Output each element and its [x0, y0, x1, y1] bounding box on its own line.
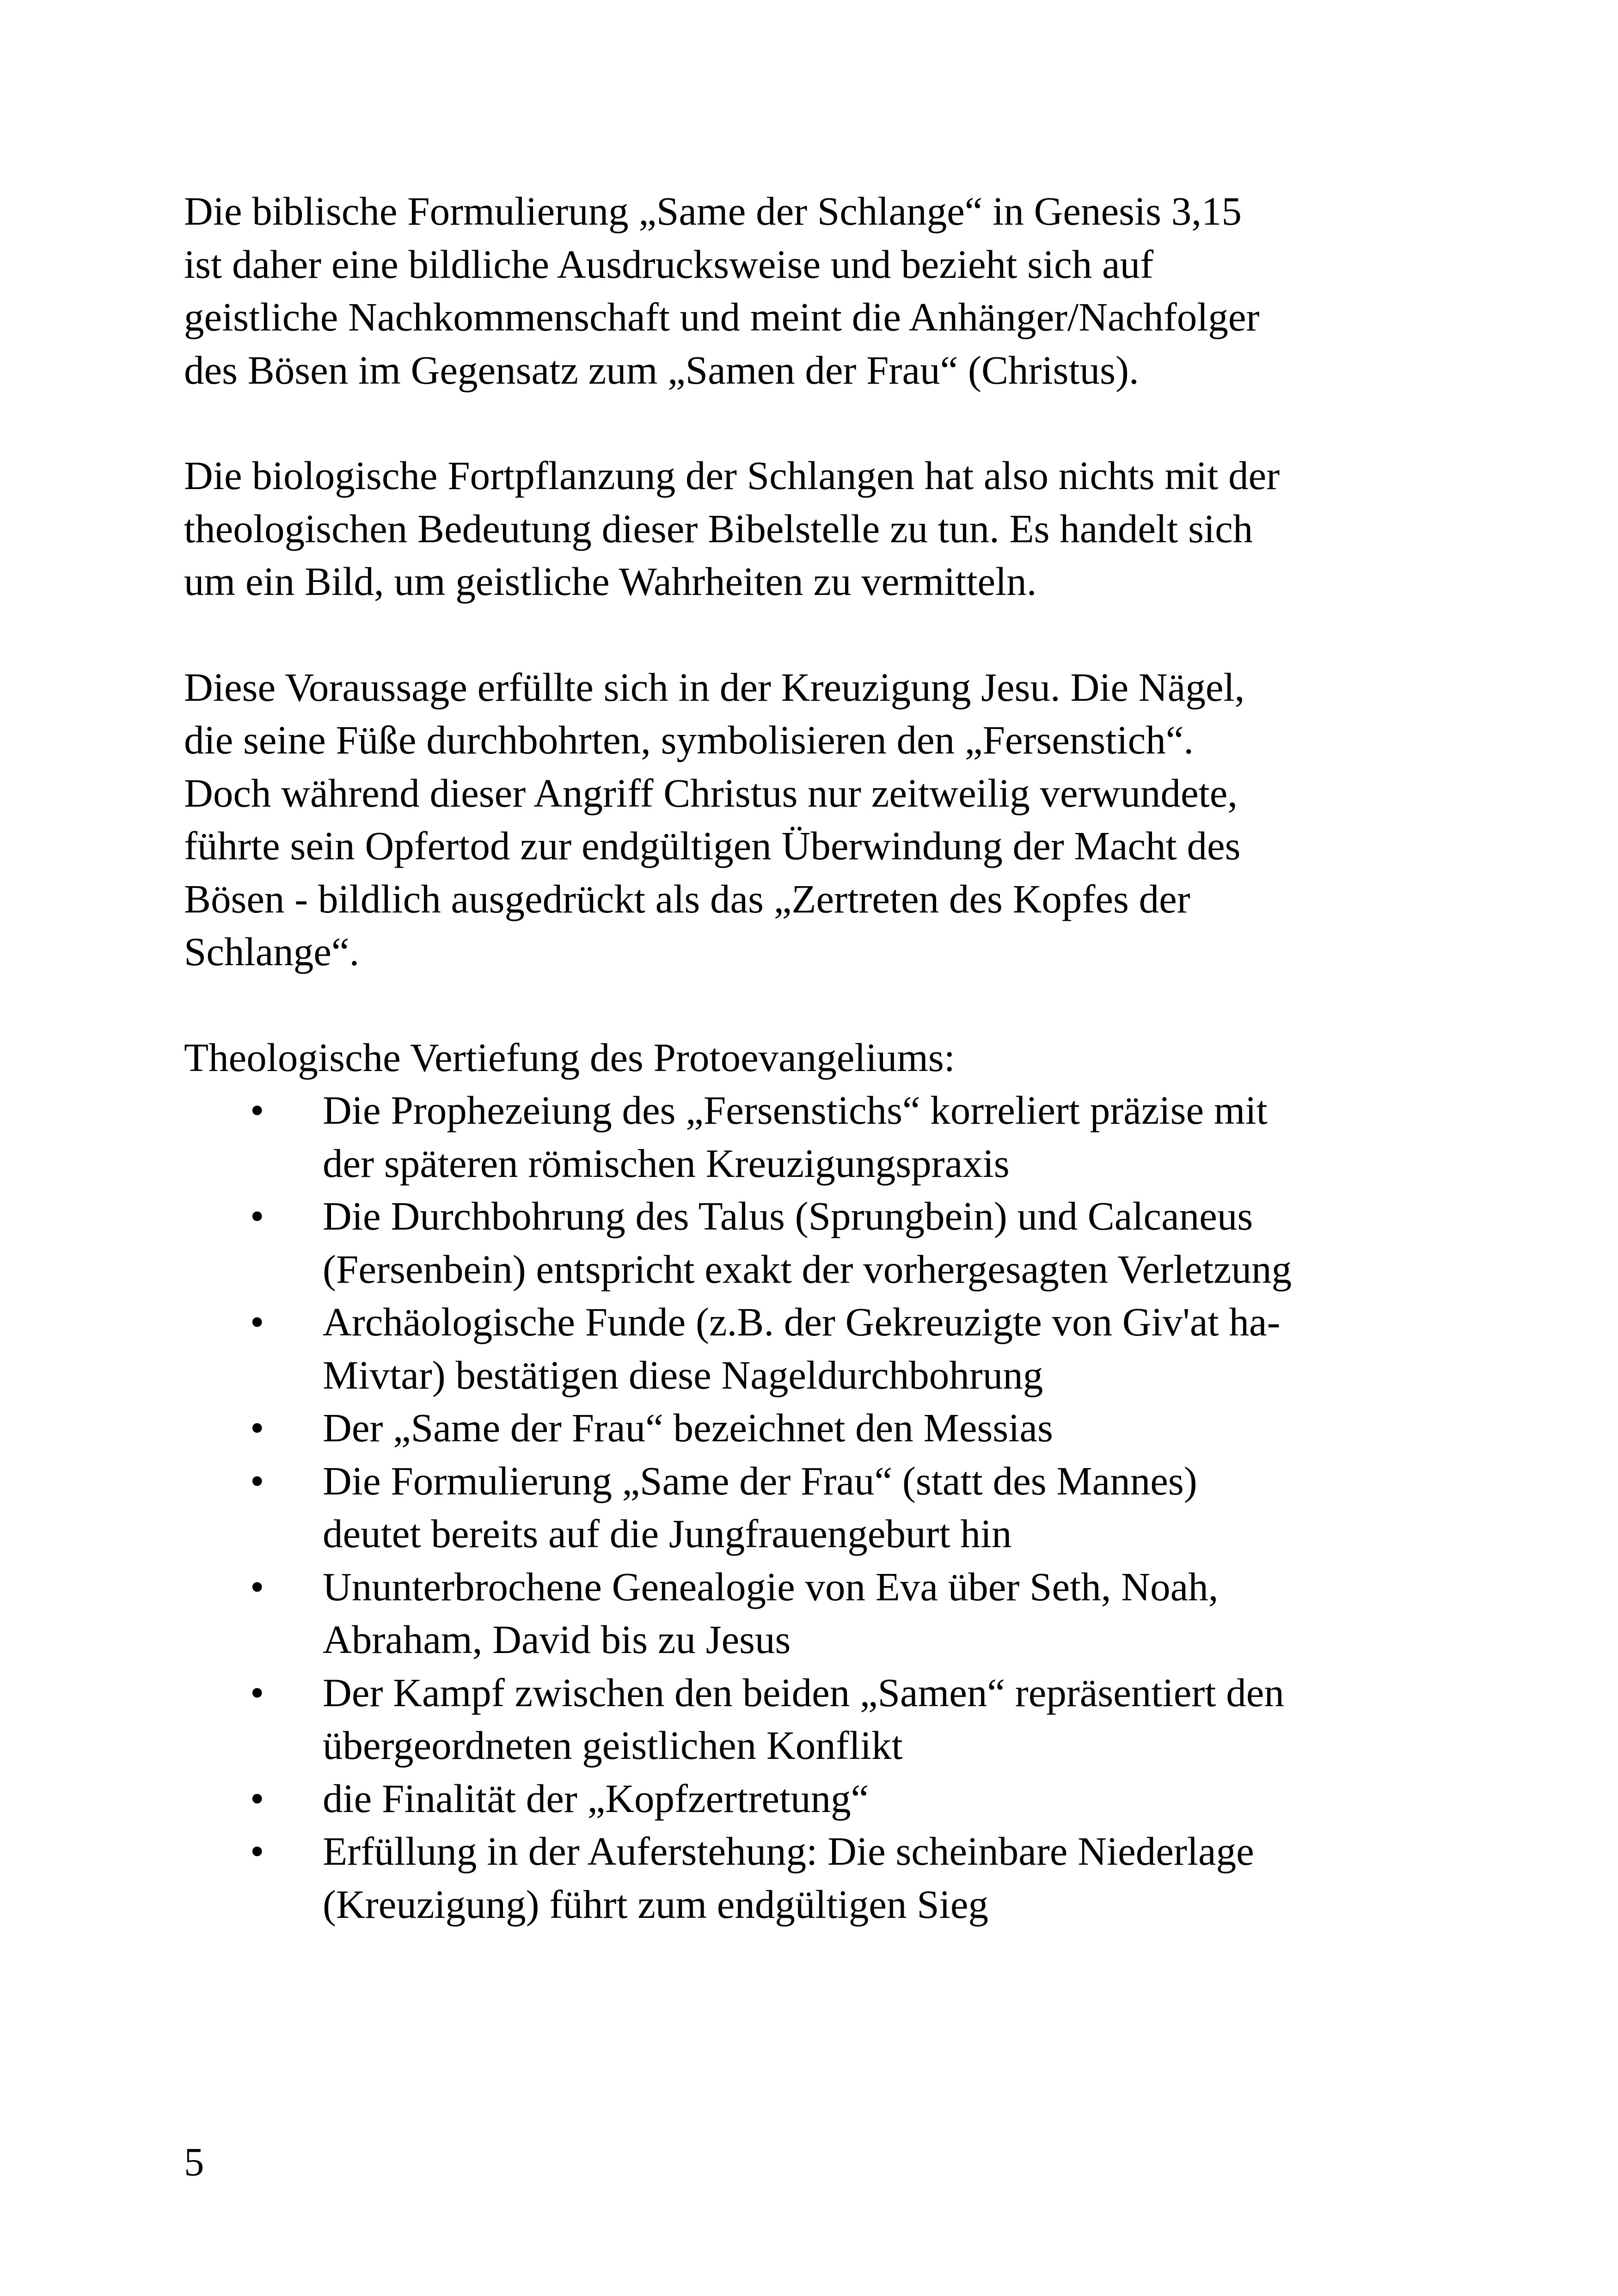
text-line: führte sein Opfertod zur endgültigen Überwindung der Macht des — [184, 823, 1241, 868]
bullet-icon: • — [250, 1458, 264, 1503]
text-line: übergeordneten geistlichen Konflikt — [323, 1723, 903, 1768]
paragraph-crucifixion — [184, 661, 1469, 979]
text-line: ist daher eine bildliche Ausdrucksweise und bezieht sich auf — [184, 241, 1154, 287]
list-item — [184, 1402, 1469, 1455]
list-item — [184, 1190, 1469, 1296]
text-line: Archäologische Funde (z.B. der Gekreuzigte von Giv'at ha- — [323, 1299, 1281, 1344]
text-line: Ununterbrochene Genealogie von Eva über Seth, Noah, — [323, 1564, 1219, 1609]
text-line: um ein Bild, um geistliche Wahrheiten zu vermitteln. — [184, 559, 1037, 604]
bullet-icon: • — [250, 1088, 264, 1133]
bullet-icon: • — [250, 1670, 264, 1715]
section-heading — [184, 1031, 1469, 1084]
text-line: Abraham, David bis zu Jesus — [323, 1617, 791, 1662]
text-line: Die Durchbohrung des Talus (Sprungbein) und Calcaneus — [323, 1194, 1253, 1238]
text-line: (Kreuzigung) führt zum endgültigen Sieg — [323, 1881, 988, 1927]
text-line: der späteren römischen Kreuzigungspraxis — [323, 1140, 1010, 1186]
list-item — [184, 1666, 1469, 1772]
text-line: theologischen Bedeutung dieser Bibelstelle zu tun. Es handelt sich — [184, 506, 1253, 551]
text-line: die seine Füße durchbohrten, symbolisieren den „Fersenstich“. — [184, 717, 1194, 762]
text-line: Schlange“. — [184, 929, 360, 974]
bullet-list — [184, 1084, 1469, 1931]
bullet-icon: • — [250, 1194, 264, 1238]
text-line: Die biologische Fortpflanzung der Schlangen hat also nichts mit der — [184, 453, 1280, 498]
bullet-icon: • — [250, 1829, 264, 1874]
paragraph-seed-of-serpent — [184, 185, 1469, 397]
list-item — [184, 1296, 1469, 1402]
text-line: Die biblische Formulierung „Same der Schlange“ in Genesis 3,15 — [184, 189, 1242, 233]
text-line: Theologische Vertiefung des Protoevangeliums: — [184, 1035, 955, 1080]
list-item — [184, 1455, 1469, 1561]
text-line: Doch während dieser Angriff Christus nur zeitweilig verwundete, — [184, 770, 1238, 815]
text-line: des Bösen im Gegensatz zum „Samen der Frau“ (Christus). — [184, 347, 1139, 392]
text-line: Der „Same der Frau“ bezeichnet den Messias — [323, 1405, 1053, 1450]
text-line: (Fersenbein) entspricht exakt der vorhergesagten Verletzung — [323, 1246, 1292, 1292]
text-line: Mivtar) bestätigen diese Nageldurchbohrung — [323, 1352, 1043, 1397]
text-line: Diese Voraussage erfüllte sich in der Kreuzigung Jesu. Die Nägel, — [184, 664, 1245, 710]
bullet-icon: • — [250, 1299, 264, 1344]
list-item — [184, 1772, 1469, 1825]
bullet-icon: • — [250, 1776, 264, 1821]
list-item — [184, 1084, 1469, 1190]
page-number: 5 — [184, 2139, 204, 2184]
list-item — [184, 1561, 1469, 1666]
bullet-icon: • — [250, 1564, 264, 1609]
text-line: die Finalität der „Kopfzertretung“ — [323, 1776, 869, 1821]
text-line: Bösen - bildlich ausgedrückt als das „Zertreten des Kopfes der — [184, 876, 1190, 921]
text-line: Erfüllung in der Auferstehung: Die scheinbare Niederlage — [323, 1829, 1254, 1874]
list-item — [184, 1825, 1469, 1931]
text-line: Die Formulierung „Same der Frau“ (statt des Mannes) — [323, 1458, 1197, 1503]
document-page — [184, 185, 1469, 1931]
text-line: Der Kampf zwischen den beiden „Samen“ repräsentiert den — [323, 1670, 1284, 1715]
paragraph-biological-reproduction — [184, 449, 1469, 608]
text-line: geistliche Nachkommenschaft und meint die Anhänger/Nachfolger — [184, 294, 1260, 339]
bullet-icon: • — [250, 1405, 264, 1450]
text-line: deutet bereits auf die Jungfrauengeburt hin — [323, 1511, 1012, 1556]
text-line: Die Prophezeiung des „Fersenstichs“ korreliert präzise mit — [323, 1088, 1268, 1133]
